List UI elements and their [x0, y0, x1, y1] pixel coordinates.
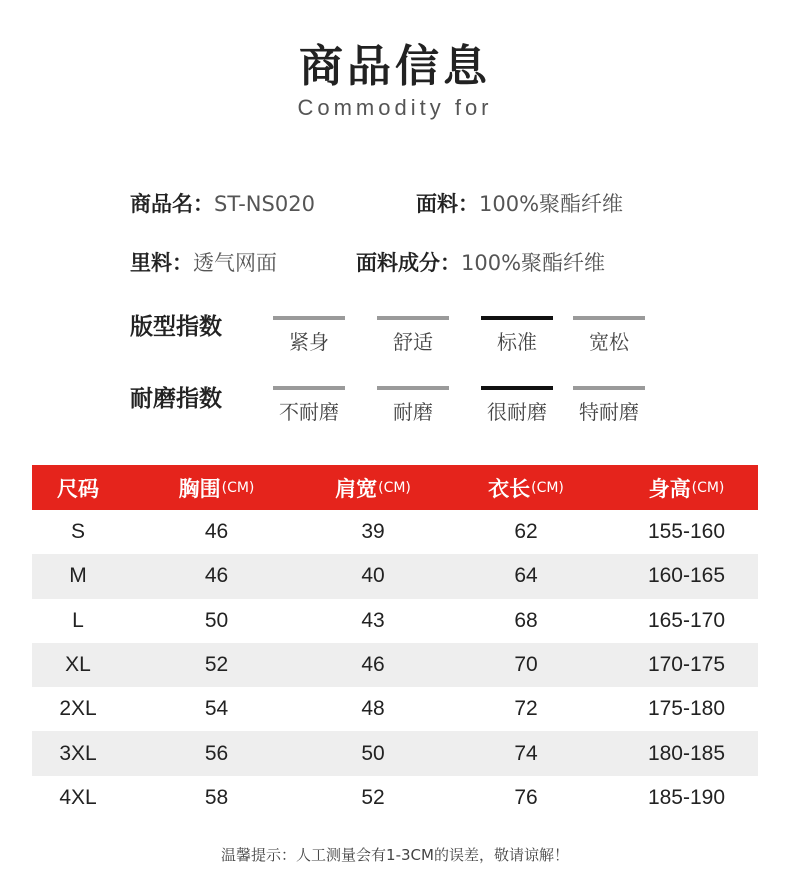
product-name-field [130, 188, 315, 218]
fit-option [481, 316, 553, 360]
table-row [32, 731, 758, 775]
table-cell: 52 [204, 653, 229, 677]
table-row [32, 643, 758, 687]
table-cell: 4XL [59, 785, 97, 809]
page-subtitle: Commodity for [297, 95, 493, 120]
table-cell: 70 [514, 653, 538, 677]
composition-field [356, 247, 605, 277]
column-header-label: 胸围 [178, 476, 221, 501]
table-cell: 165-170 [647, 608, 726, 632]
table-cell: 46 [204, 520, 229, 544]
lining-field [130, 247, 277, 277]
composition-value: 100%聚酯纤维 [461, 251, 606, 275]
durability-option-label: 耐磨 [393, 400, 433, 424]
table-cell: 40 [361, 564, 385, 588]
table-cell: 46 [204, 564, 229, 588]
table-cell: 185-190 [647, 785, 726, 809]
table-cell: 46 [361, 653, 385, 677]
durability-option [481, 386, 553, 430]
durability-option [573, 386, 645, 430]
fabric-value: 100%聚酯纤维 [479, 192, 624, 216]
table-cell: 155-160 [647, 520, 726, 544]
table-row [32, 687, 758, 731]
column-header-chest [124, 465, 309, 510]
durability-option-label: 很耐磨 [487, 400, 547, 424]
durability-option [273, 386, 345, 430]
table-cell: S [70, 520, 85, 544]
size-table [32, 465, 758, 820]
lining-value: 透气网面 [193, 251, 277, 275]
durability-option-label: 不耐磨 [279, 400, 339, 424]
column-header-unit: (CM) [378, 479, 411, 496]
fit-index-label: 版型指数 [130, 314, 222, 340]
column-header-shoulder [309, 465, 437, 510]
fit-option-label: 舒适 [393, 330, 433, 354]
table-row [32, 554, 758, 598]
fit-option [573, 316, 645, 360]
table-cell: 58 [204, 785, 229, 809]
fit-option-label: 紧身 [289, 330, 329, 354]
fabric-label: 面料： [416, 192, 479, 216]
column-header-unit: (CM) [221, 479, 255, 496]
table-cell: 43 [361, 608, 385, 632]
fit-option-label: 标准 [497, 330, 537, 354]
table-cell: 76 [514, 785, 538, 809]
table-row [32, 510, 758, 554]
table-cell: L [72, 608, 84, 632]
table-cell: 3XL [59, 741, 97, 765]
lining-label: 里料： [130, 251, 193, 275]
composition-label: 面料成分： [356, 251, 461, 275]
size-table-header [32, 465, 758, 510]
durability-option-bar [573, 386, 645, 390]
fit-option-bar [273, 316, 345, 320]
measurement-note: 温馨提示：人工测量会有1-3CM的误差，敬请谅解！ [221, 846, 569, 864]
fit-option-bar [481, 316, 553, 320]
column-header-unit: (CM) [531, 479, 564, 496]
table-cell: 52 [361, 785, 385, 809]
product-name-value: ST-NS020 [214, 192, 315, 216]
fabric-field [416, 188, 623, 218]
table-cell: 160-165 [647, 564, 726, 588]
fit-option [273, 316, 345, 360]
table-cell: 48 [361, 697, 385, 721]
table-cell: M [69, 564, 87, 588]
durability-index-label: 耐磨指数 [130, 386, 222, 412]
durability-option-bar [377, 386, 449, 390]
column-header-length [437, 465, 615, 510]
table-cell: 54 [204, 697, 229, 721]
fit-option-bar [573, 316, 645, 320]
column-header-label: 身高 [648, 476, 691, 501]
table-row [32, 776, 758, 820]
column-header-size [32, 465, 124, 510]
column-header-label: 尺码 [57, 476, 99, 501]
table-cell: 74 [514, 741, 538, 765]
fit-option [377, 316, 449, 360]
table-cell: 62 [514, 520, 538, 544]
column-header-label: 衣长 [488, 476, 531, 501]
table-cell: 56 [204, 741, 229, 765]
table-cell: XL [65, 653, 91, 677]
table-cell: 64 [514, 564, 538, 588]
product-name-label: 商品名： [130, 192, 214, 216]
table-cell: 170-175 [647, 653, 726, 677]
fit-option-label: 宽松 [589, 330, 629, 354]
table-row [32, 599, 758, 643]
table-cell: 50 [361, 741, 385, 765]
durability-option [377, 386, 449, 430]
table-cell: 175-180 [647, 697, 726, 721]
durability-option-bar [481, 386, 553, 390]
durability-option-bar [273, 386, 345, 390]
column-header-height [615, 465, 758, 510]
column-header-unit: (CM) [691, 479, 725, 496]
table-cell: 68 [514, 608, 538, 632]
page-title: 商品信息 [299, 41, 491, 92]
table-cell: 50 [204, 608, 229, 632]
table-cell: 2XL [59, 697, 97, 721]
table-cell: 72 [514, 697, 538, 721]
table-cell: 180-185 [647, 741, 726, 765]
column-header-label: 肩宽 [335, 476, 378, 501]
durability-option-label: 特耐磨 [579, 400, 639, 424]
fit-option-bar [377, 316, 449, 320]
table-cell: 39 [361, 520, 385, 544]
